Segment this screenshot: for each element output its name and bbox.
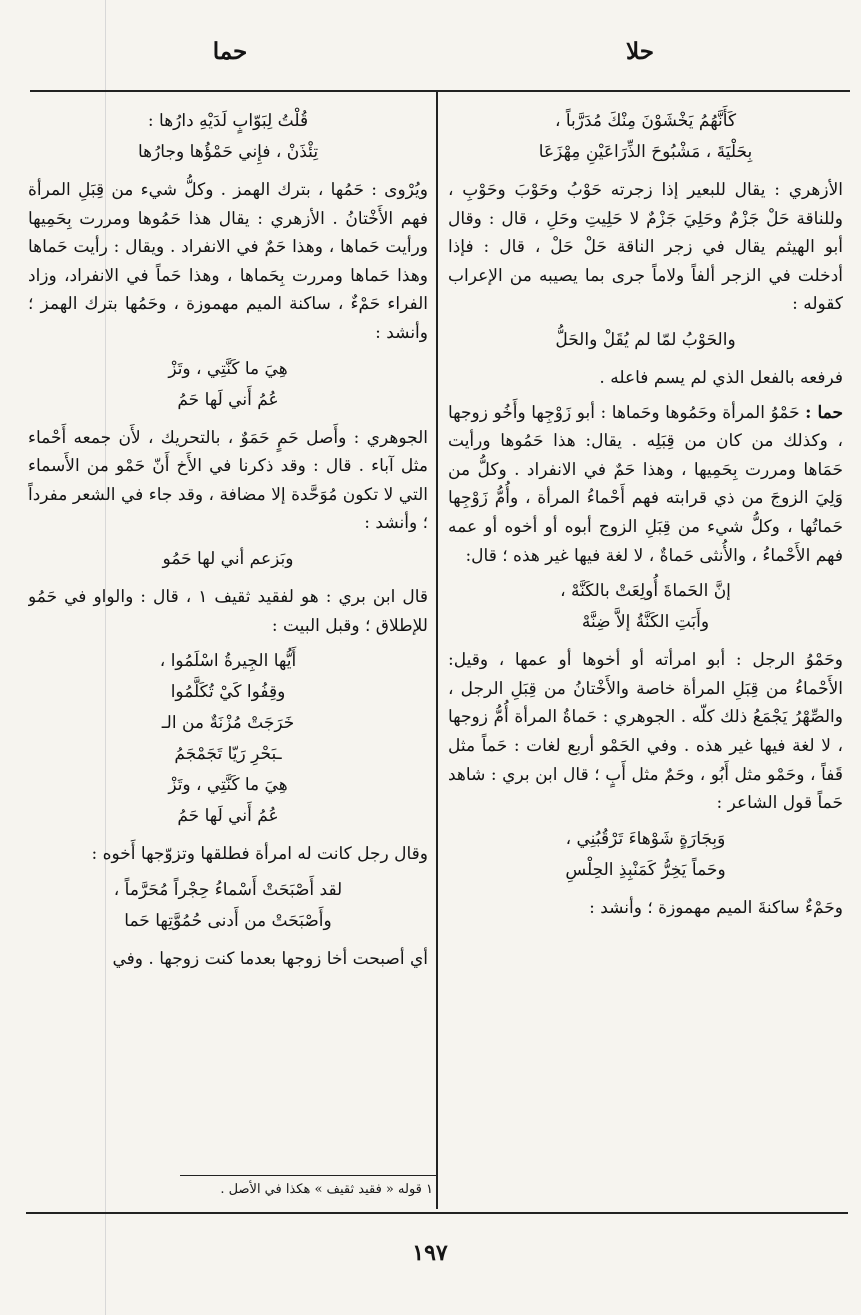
footer-rule [26,1212,848,1214]
entry-paragraph [448,399,843,571]
footnote: ١ قوله « فقيد ثقيف » هكذا في الأصل . [220,1182,433,1197]
verse-line: وأَصْبَحَتْ من أَدنى حُمُوَّتِها حَما [124,910,332,931]
running-head-left: حما [212,38,248,65]
verse-line: وحَماً يَخِرُّ كَمَنْبِذِ الحِلْسِ [565,859,726,880]
footnote-rule [180,1175,436,1176]
paragraph: الأزهري : يقال للبعير إذا زجرته حَوْبُ وحَوْبَ وحَوْبِ ، وللناقة حَلْ جَزْمٌ وحَلِيَ جَزْمٌ لا حَلِيتِ وحَلِ ، قال : وقال أبو الهيثم يقال في زجر الناقة حَلْ حَلْ ، قال : فإذا أدخلت في الزجر ألفاً ولاماً جرى بما يصيبه من الإعراب كقوله : [448,180,843,315]
verse-line: وأَبَتِ الكَنَّةُ إلاَّ ضِنَّهْ [581,612,710,633]
verse-line: وقِفُوا كَيْ تُكَلَّمُوا [170,682,286,703]
verse-line: لقد أَصْبَحَتْ أَسْماءُ حِجْراً مُحَرَّماً ، [113,879,343,900]
verse [448,106,843,168]
page-number: ١٩٧ [412,1240,448,1266]
entry-text: حَمْوُ المرأة وحَمُوها وحَماها : أبو زَوْجِها وأَخُو زوجها ، وكذلك من كان من قِبَلِه . يقال: هذا حَمُوها ورأيت حَمَاها ومررت بِحَمِيها ، وهذا حَمٌ في الانفراد . وكلُّ من وَلِيَ الزوجَ من ذي قرابته فهم أَحْماءُ المرأة ، وأُمُّ زَوْجِها حَماتُها ، وكلُّ شيء من قِبَلِ الزوج أبوه أو أخوه أو عمه فهم الأَحْماءُ ، والأُنثى حَماةٌ ، لا لغة فيها غير هذه ؛ قال: [448,402,843,566]
verse-line: وبَزعم أني لها حَمُو [162,548,294,569]
paragraph: وحَمْوُ الرجل : أبو امرأته أو أخوها أو عمها ، وقيل: الأَحْماءُ من قِبَلِ المرأة خاصة والأَخْتانُ من قِبَلِ الرجل ، والصِّهْرُ يَجْمَعُ ذلك كلّه . الجوهري : حَماةُ المرأة أُمُّ زوجها ، لا لغة فيها غير هذه . وفي الحَمْو أربع لغات : حَماً مثل قَفاً ، وحَمْو مثل أَبُو ، وحَمٌ مثل أَبٍ ؛ قال ابن بري : شاهد حَماً قول الشاعر : [448,650,843,814]
verse-line: إنَّ الحَماةَ أُولِعَتْ بالكَنَّهْ ، [560,581,731,602]
paragraph: ويُرْوى : حَمُها ، بترك الهمز . وكلُّ شيء من قِبَلِ المرأة فهم الأَخْتانُ . الأزهري : يقال هذا حَمُوها ومررت بِحَمِيها ورأيت حَماها ، وهذا حَمٌ في الانفراد . ويقال : رأيت حَماها وهذا حَماها ومررت بِحَماها ، وهذا حَماً في الانفراد، وزاد الفراء حَمْءٌ ، ساكنة الميم مهموزة ، وحَمُها بترك الهمز ؛ وأنشد : [28,180,428,343]
verse-line: هِيَ ما كَنَّتِي ، وتَزْ [168,775,288,796]
left-column [28,100,428,1174]
verse-line: بِحَلْيَةَ ، مَشْبُوحَ الذِّرَاعَيْنِ مِهْزَعَا [538,142,753,162]
verse [448,325,843,356]
verse [28,544,428,575]
verse-line: عُمُ أَني لَها حَمُ [177,806,279,827]
running-head-right: حلا [626,38,654,65]
verse-line: أَيُّها الجِيرةُ اسْلَمُوا ، [159,651,297,672]
right-column [448,100,843,1210]
paragraph: الجوهري : وأَصل حَمٍ حَمَوٌ ، بالتحريك ، لأَن جمعه أَحْماء مثل آباء . قال : وقد ذكرنا في الأَخ أَنّ حَمْو من الأَسماء التي لا تكون مُوَحَّدة إلا مضافة ، وقد جاء في الشعر مفرداً ؛ وأنشد : [28,427,428,534]
verse-line: كَأَنَّهُمُ يَخْشَوْنَ مِنْكَ مُدَرَّباً ، [554,111,737,131]
verse-line: وَبِجَارَةٍ شَوْهاءَ تَرْقُبُنِي ، [565,828,726,849]
verse [448,824,843,886]
verse [28,106,428,168]
verse [28,354,428,416]
verse-line: خَرَجَتْ مُزْنَةٌ من الـ [161,713,295,734]
header-rule [30,90,850,92]
verse-line: عُمُ أَني لَها حَمُ [177,389,279,410]
verse-line: والحَوْبُ لمّا لم يُقَلْ والحَلُّ [555,329,736,350]
verse-line: هِيَ ما كَنَّتِي ، وتَزْ [168,358,288,379]
verse-line: قُلْتُ لِبَوّابٍ لَدَيْهِ دارُها : [147,111,309,131]
column-divider [436,92,438,1209]
verse-line: تِئْذَنْ ، فإِني حَمْؤُها وجارُها [137,142,319,162]
paragraph: وقال رجل كانت له امرأة فطلقها وتزوّجها أَخوه : [91,844,428,865]
verse-line: ـبَحْرِ رَيّا تَجَمْجَمُ [174,744,282,765]
paragraph: أي أصبحت أخا زوجها بعدما كنت زوجها . وفي [112,948,428,969]
entry-headword: حما : [805,402,843,423]
paragraph: وحَمْءٌ ساكنةَ الميم مهموزة ؛ وأنشد : [589,897,843,918]
paragraph: قال ابن بري : هو لفقيد ثقيف ١ ، قال : والواو في حَمُو للإطلاق ؛ وقبل البيت : [28,586,428,636]
paragraph: فرفعه بالفعل الذي لم يسم فاعله . [599,367,843,388]
verse [448,576,843,638]
verse [28,646,428,832]
verse [28,875,428,937]
